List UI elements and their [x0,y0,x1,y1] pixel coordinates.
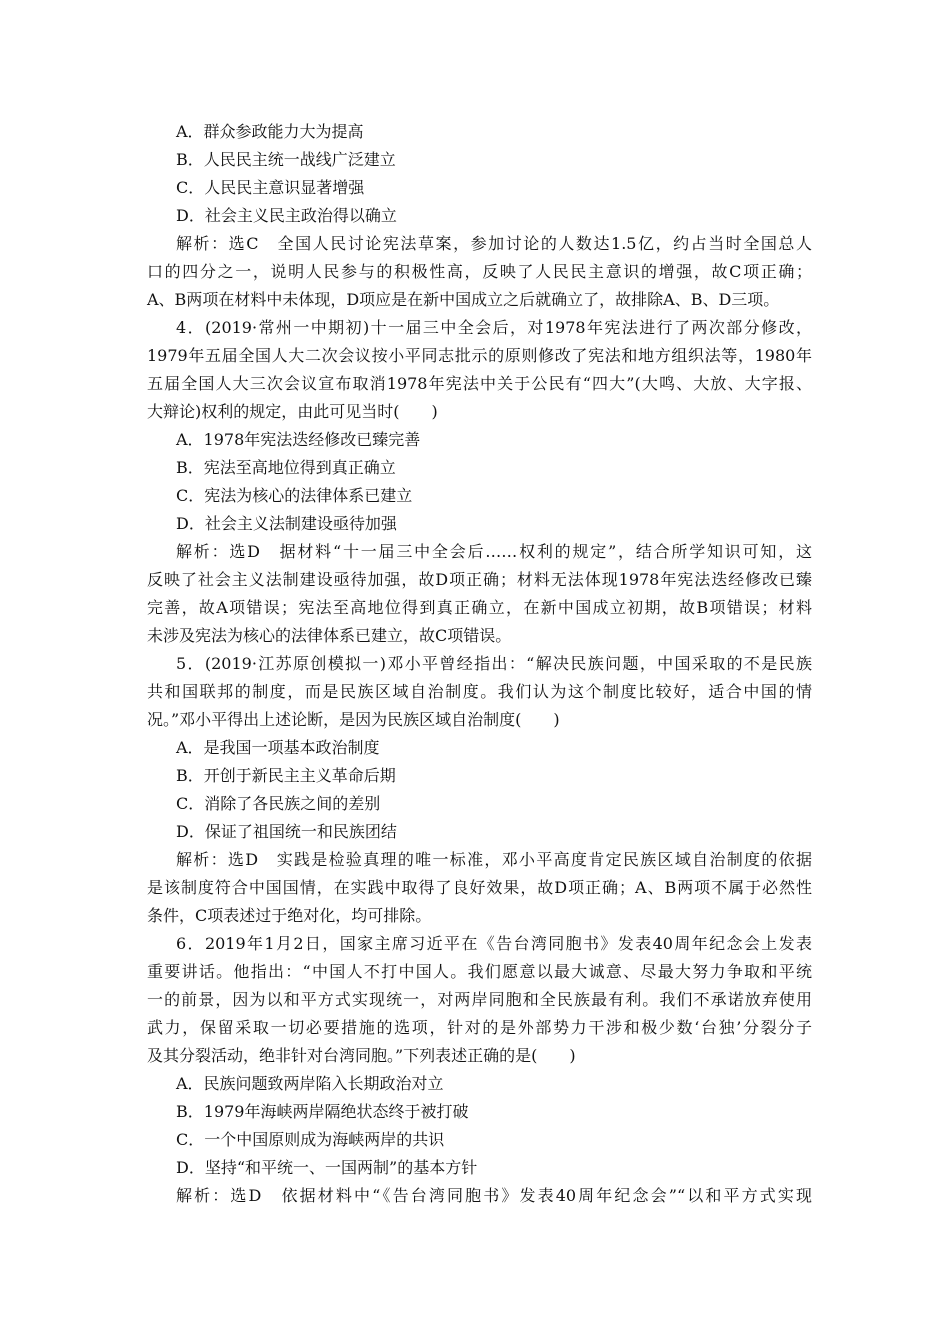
q4-stem-line: 五届全国人大三次会议宣布取消1978年宪法中关于公民有“四大”(大鸣、大放、大字报、 [147,374,812,393]
q3-option-a: A．群众参政能力大为提高 [176,122,364,141]
q3-analysis-line: 口的四分之一，说明人民参与的积极性高，反映了人民民主意识的增强，故C项正确； [147,262,812,281]
q5-option-b: B．开创于新民主主义革命后期 [176,766,396,785]
q4-option-d: D．社会主义法制建设亟待加强 [176,514,397,533]
q5-analysis-line: 条件，C项表述过于绝对化，均可排除。 [147,906,432,925]
q3-option-d: D．社会主义民主政治得以确立 [176,206,397,225]
q6-option-c: C．一个中国原则成为海峡两岸的共识 [176,1130,445,1149]
q4-option-c: C．宪法为核心的法律体系已建立 [176,486,413,505]
q6-stem-line: 一的前景，因为以和平方式实现统一，对两岸同胞和全民族最有利。我们不承诺放弃使用 [147,990,812,1009]
q5-stem-line: 共和国联邦的制度，而是民族区域自治制度。我们认为这个制度比较好，适合中国的情 [147,682,812,701]
q6-analysis-line: 解析：选D 依据材料中“《告台湾同胞书》发表40周年纪念会”“以和平方式实现 [176,1186,812,1205]
q6-option-d: D．坚持“和平统一、一国两制”的基本方针 [176,1158,478,1177]
q5-option-d: D．保证了祖国统一和民族团结 [176,822,397,841]
q6-option-a: A．民族问题致两岸陷入长期政治对立 [176,1074,444,1093]
q4-analysis-line: 解析：选D 据材料“十一届三中全会后……权利的规定”，结合所学知识可知，这 [176,542,812,561]
q3-analysis-line: A、B两项在材料中未体现，D项应是在新中国成立之后就确立了，故排除A、B、D三项。 [147,290,780,309]
q4-option-a: A．1978年宪法迭经修改已臻完善 [176,430,421,449]
q6-stem-line: 重要讲话。他指出：“中国人不打中国人。我们愿意以最大诚意、尽最大努力争取和平统 [147,962,812,981]
q4-analysis-line: 未涉及宪法为核心的法律体系已建立，故C项错误。 [147,626,512,645]
q6-stem-line: 及其分裂活动，绝非针对台湾同胞。”下列表述正确的是( ) [147,1046,576,1065]
q4-analysis-line: 完善，故A项错误；宪法至高地位得到真正确立，在新中国成立初期，故B项错误；材料 [147,598,812,617]
q3-option-b: B．人民民主统一战线广泛建立 [176,150,396,169]
q5-stem-line: 况。”邓小平得出上述论断，是因为民族区域自治制度( ) [147,710,560,729]
q4-stem-line: 大辩论)权利的规定，由此可见当时( ) [147,402,438,421]
q5-stem-line: 5．(2019·江苏原创模拟一)邓小平曾经指出：“解决民族问题，中国采取的不是民族 [176,654,812,673]
q5-option-a: A．是我国一项基本政治制度 [176,738,380,757]
q4-stem-line: 1979年五届全国人大二次会议按小平同志批示的原则修改了宪法和地方组织法等，1980年 [147,346,812,365]
q3-analysis-line: 解析：选C 全国人民讨论宪法草案，参加讨论的人数达1.5亿，约占当时全国总人 [176,234,812,253]
q4-analysis-line: 反映了社会主义法制建设亟待加强，故D项正确；材料无法体现1978年宪法迭经修改已臻 [147,570,812,589]
q5-analysis-line: 是该制度符合中国国情，在实践中取得了良好效果，故D项正确；A、B两项不属于必然性 [147,878,812,897]
q4-option-b: B．宪法至高地位得到真正确立 [176,458,396,477]
q3-option-c: C．人民民主意识显著增强 [176,178,365,197]
q6-stem-line: 武力，保留采取一切必要措施的选项，针对的是外部势力干涉和极少数‘台独’分裂分子 [147,1018,812,1037]
q6-option-b: B．1979年海峡两岸隔绝状态终于被打破 [176,1102,469,1121]
q5-analysis-line: 解析：选D 实践是检验真理的唯一标准，邓小平高度肯定民族区域自治制度的依据 [176,850,812,869]
q6-stem-line: 6．2019年1月2日，国家主席习近平在《告台湾同胞书》发表40周年纪念会上发表 [176,934,812,953]
q5-option-c: C．消除了各民族之间的差别 [176,794,381,813]
q4-stem-line: 4．(2019·常州一中期初)十一届三中全会后，对1978年宪法进行了两次部分修改， [176,318,812,337]
